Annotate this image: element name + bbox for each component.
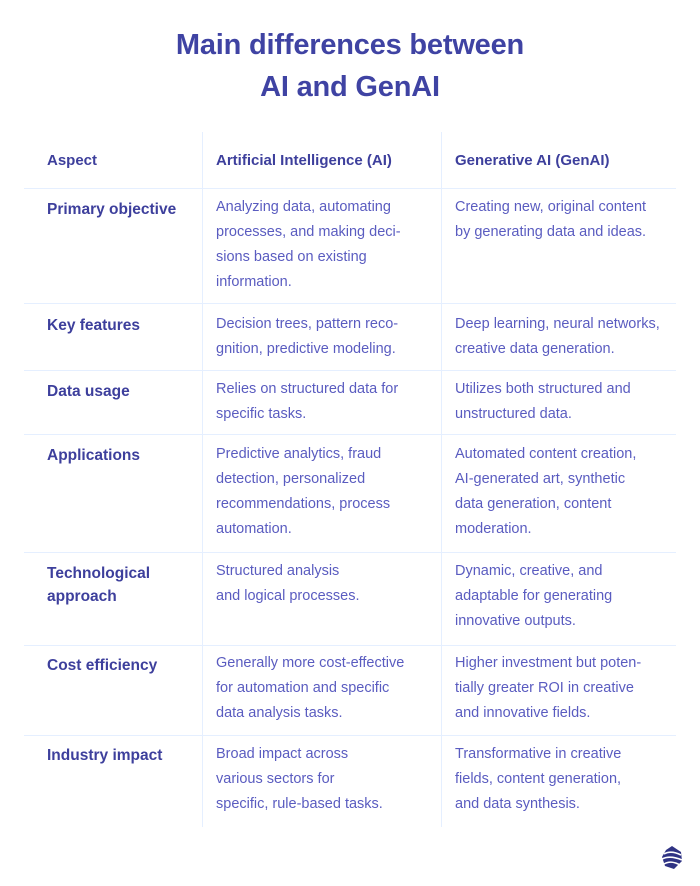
text-line: and data synthesis. [455,796,580,812]
text-line: Analyzing data, automating [216,199,391,215]
text-line: approach [47,587,117,605]
text-line: Technological [47,565,151,582]
text-line: tially greater ROI in creative [455,680,634,696]
text-line: Higher investment but poten- [455,655,642,671]
text-line: data analysis tasks. [216,705,343,721]
text-line: various sectors for [216,771,335,787]
text-line: Transformative in creative [455,746,622,762]
text-line: Automated content creation, [455,446,637,462]
text-line: automation. [216,521,292,537]
row-genai [455,559,670,634]
table-row [24,736,676,827]
text-line: Predictive analytics, fraud [216,446,382,462]
text-line: detection, personalized [216,471,366,487]
text-line: unstructured data. [455,406,572,422]
row-ai [216,195,431,295]
row-aspect: Cost efficiency [47,657,158,674]
row-ai [216,742,431,817]
title-line-2: AI and GenAI [260,71,440,103]
row-ai [216,442,431,542]
row-ai [216,559,431,609]
text-line: sions based on existing [216,249,367,265]
row-ai [216,651,431,726]
brand-logo-icon [661,846,683,870]
text-line: information. [216,274,292,290]
row-ai [216,377,431,427]
text-line: adaptable for generating [455,588,613,604]
text-line: Utilizes both structured and [455,381,631,397]
header-aspect: Aspect [47,152,98,169]
text-line: recommendations, process [216,496,391,512]
text-line: specific tasks. [216,406,307,422]
text-line: and innovative fields. [455,705,591,721]
text-line: Decision trees, pattern reco- [216,316,399,332]
text-line: moderation. [455,521,532,537]
row-aspect: Applications [47,447,141,464]
table-row [24,304,676,371]
table-row [24,553,676,646]
text-line: innovative outputs. [455,613,576,629]
row-genai [455,651,670,726]
title-line-1: Main differences between [175,29,525,61]
table-row [24,371,676,435]
text-line: Dynamic, creative, and [455,563,603,579]
table-row [24,189,676,304]
row-genai [455,195,670,245]
row-genai [455,442,670,542]
table-row [24,646,676,736]
text-line: Broad impact across [216,746,349,762]
text-line: specific, rule-based tasks. [216,796,383,812]
row-aspect: Key features [47,317,141,334]
text-line: Structured analysis [216,563,340,579]
row-genai [455,312,670,362]
text-line: Relies on structured data for [216,381,399,397]
text-line: by generating data and ideas. [455,224,647,240]
text-line: and logical processes. [216,588,360,604]
text-line: fields, content generation, [455,771,622,787]
text-line: Generally more cost-effective [216,655,405,671]
row-aspect: Industry impact [47,747,163,764]
text-line: AI-generated art, synthetic [455,471,626,487]
text-line: for automation and specific [216,680,390,696]
row-genai [455,377,670,427]
text-line: Creating new, original content [455,199,647,215]
header-ai: Artificial Intelligence (AI) [216,152,392,169]
row-ai [216,312,431,362]
page-title [0,24,700,108]
text-line: creative data generation. [455,341,615,357]
text-line: data generation, content [455,496,612,512]
row-aspect: Data usage [47,383,130,400]
row-aspect [47,563,207,608]
text-line: Deep learning, neural networks, [455,316,660,332]
table-row [24,435,676,553]
table-header-row [24,132,676,189]
row-aspect: Primary objective [47,201,177,218]
row-genai [455,742,670,817]
text-line: gnition, predictive modeling. [216,341,396,357]
header-genai: Generative AI (GenAI) [455,152,610,169]
text-line: processes, and making deci- [216,224,401,240]
